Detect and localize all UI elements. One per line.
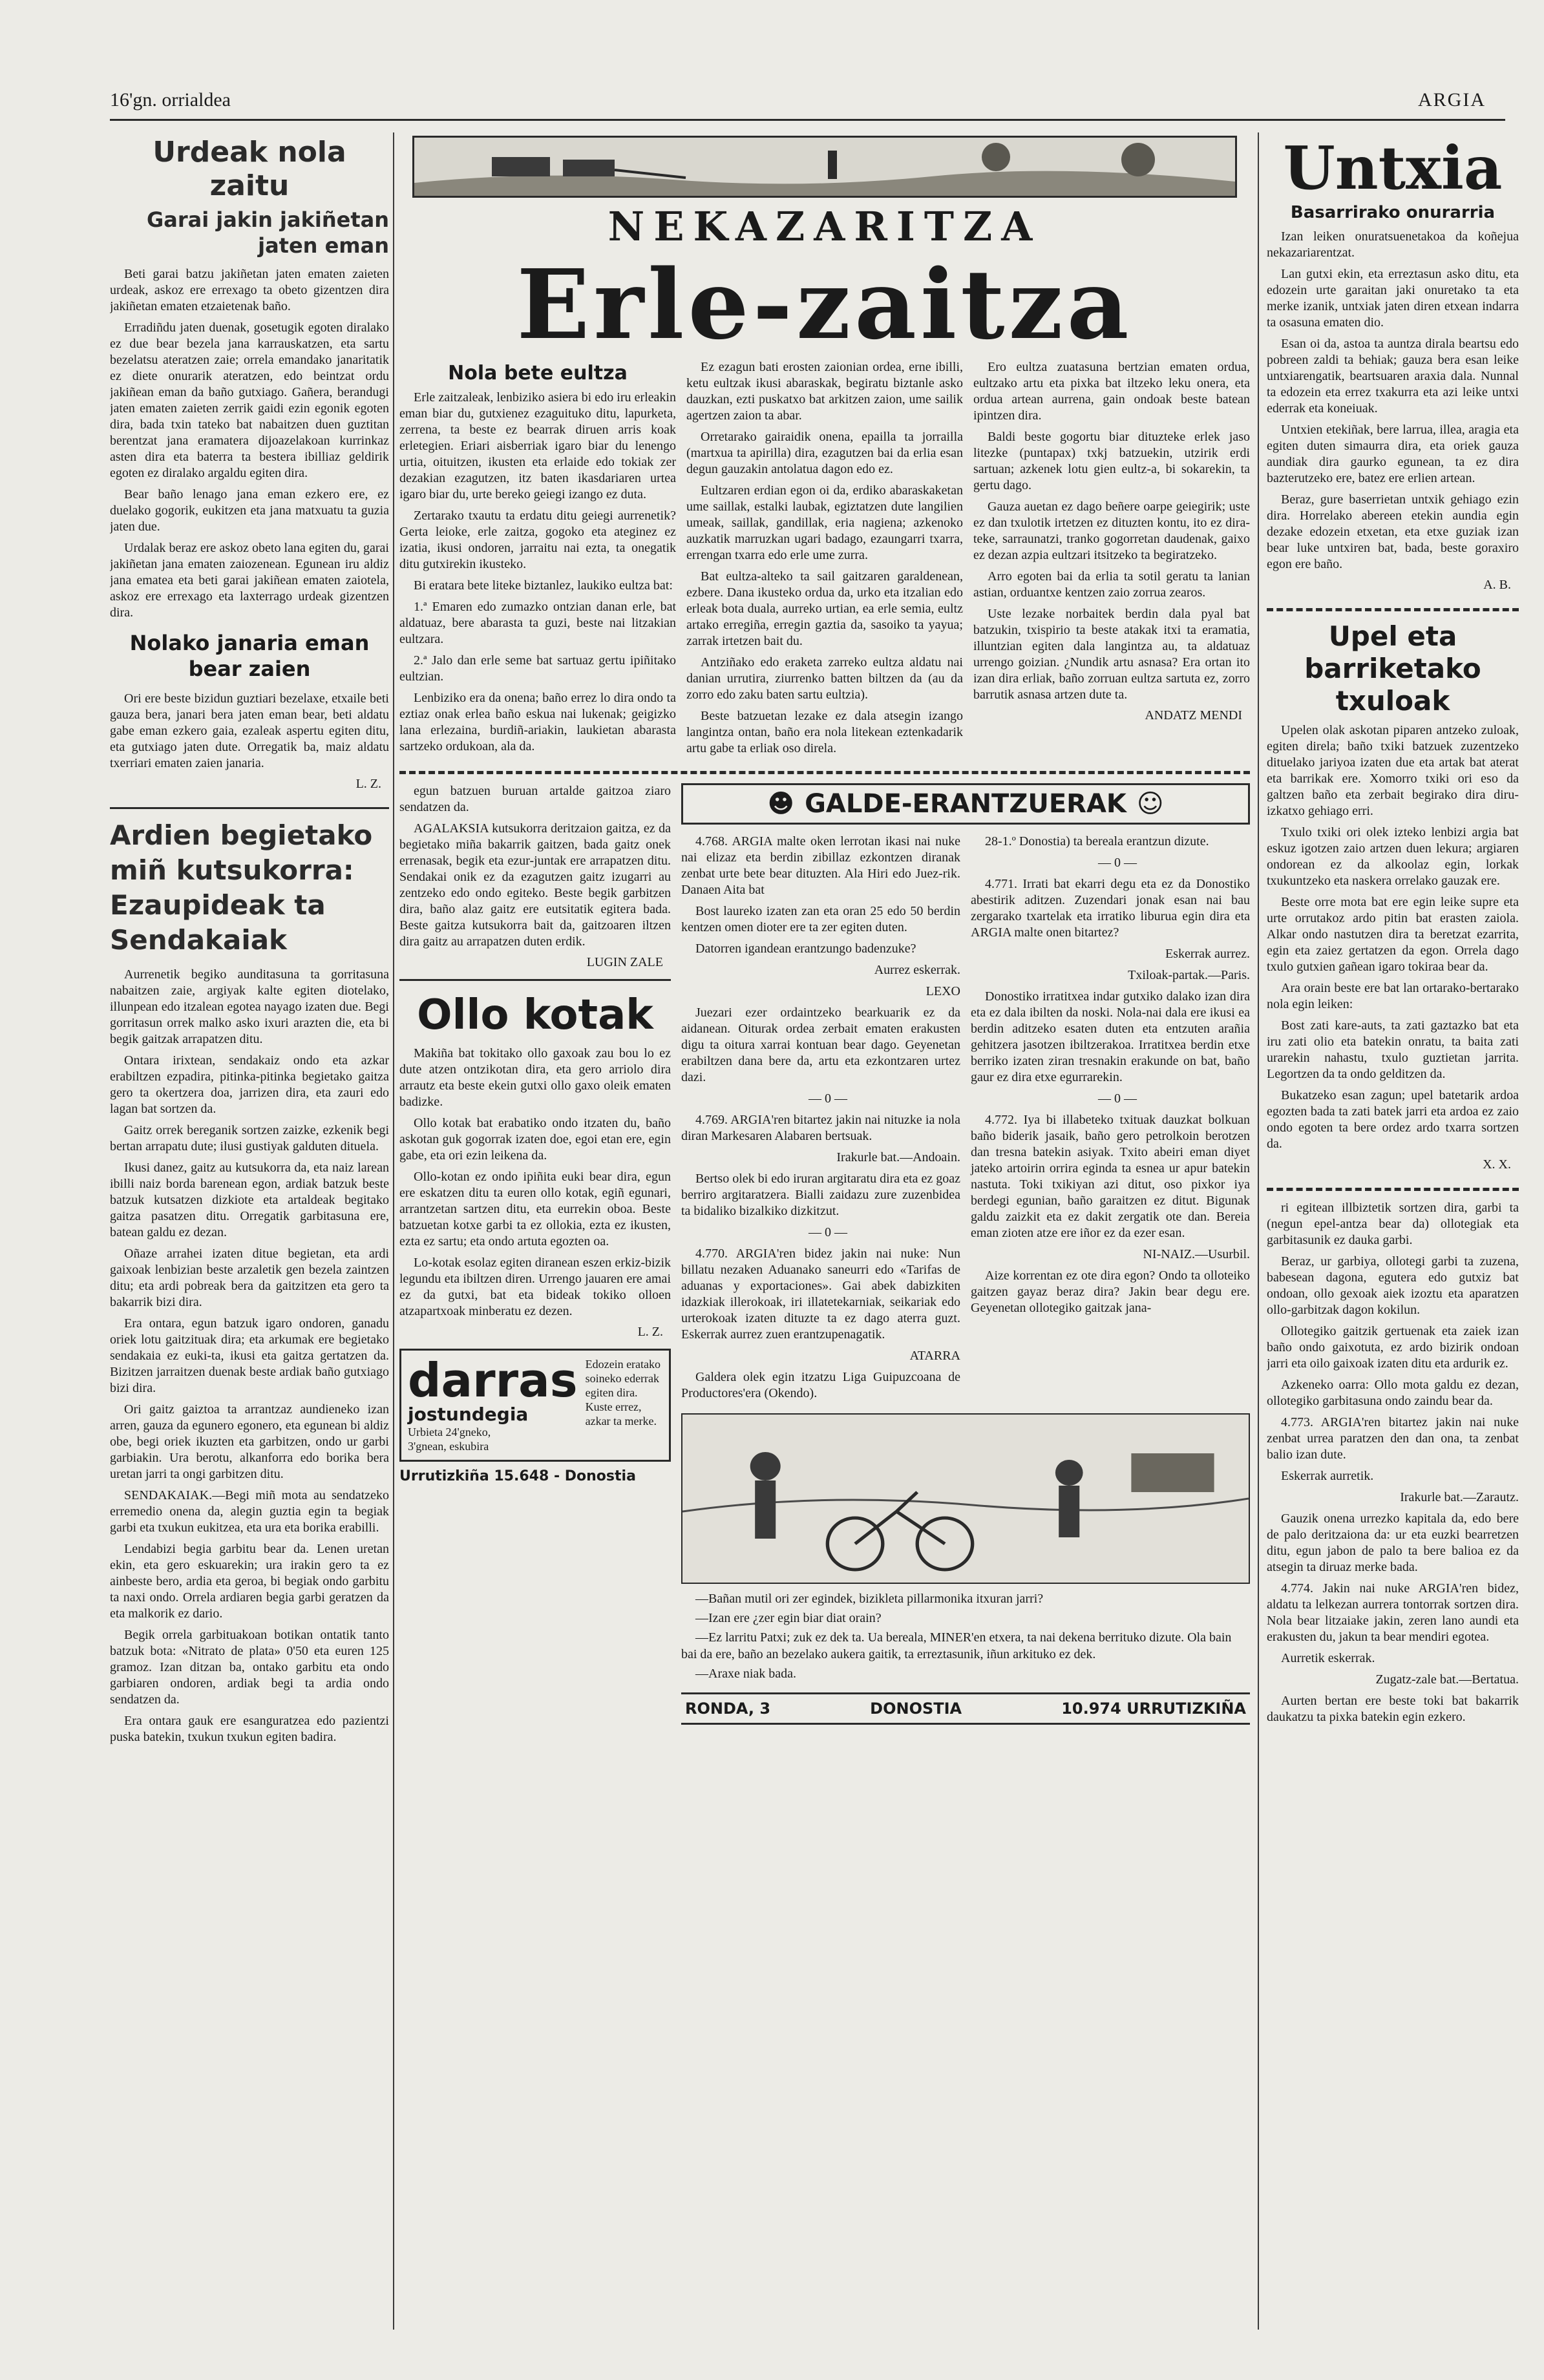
article-subheading: Nola bete eultza: [448, 362, 628, 384]
lower-center: [399, 783, 1250, 1725]
paragraph: Bat eultza-alteko ta sail gaitzaren garaldenean, ezbere. Dana ikusteko ordua da, urko eta itzalian edo erleak bota duala, aurreko urtian, ea erle semia, eultz artako erregiña, erregin gaztia da, sasoiko ta yayua; zarrak irtetzen bait du.: [686, 569, 963, 648]
paragraph: Beti garai batzu jakiñetan jaten ematen zaieten urdeak, askoz ere errexago ta obeto gizentzen dira jakiñetan ematen etzaietenak baño.: [110, 267, 389, 313]
paragraph: Aurten bertan ere beste toki bat bakarrik daukatzu ta pixka batekin egin ezkero.: [1267, 1694, 1519, 1724]
paragraph: ATARRA: [909, 1349, 960, 1363]
paragraph: Aurretik eskerrak.: [1281, 1651, 1375, 1665]
paragraph: Uste lezake norbaitek berdin dala pyal bat batzukin, txispirio ta beste atakak itxi ta eramatia, illuntzian egiten dala langintza au, ta aldatuaz urrengo goizian. ¿Nundik artu asnasa? Era ortan ito izan dira erliak, baño zorruan eultza sartuta ez, zorro barrutik asnasa artzen dute ta.: [973, 607, 1250, 702]
author-signature: L. Z.: [637, 1325, 663, 1339]
paragraph: Juezari ezer ordaintzeko bearkuarik ez da aidanean. Oiturak ordea zerbait ematen erakusten digu ta oitura xarrai kontuan bear dago. Geyenetan erabiltzen dana bere da, artu eta ezkontzaren urtez dazi.: [681, 1006, 960, 1084]
section-kicker: NEKAZARITZA: [608, 203, 1042, 250]
paragraph: Esan oi da, astoa ta auntza dirala beartsu edo pobreen zaldi ta behiak; gauza bera esan leike untxiarengatik, beartsuaren araxia dala. Nunnal ta edozein eta errez txakurra eta azi leike untxi ederrak eta koneiuak.: [1267, 337, 1519, 416]
article-title: Urdeak nola zaitu: [153, 136, 346, 202]
paragraph: 2.ª Jalo dan erle seme bat sartuaz gertu ipiñitako eultzian.: [399, 653, 676, 684]
paragraph: Zugatz-zale bat.—Bertatua.: [1375, 1672, 1519, 1687]
paragraph: ri egitean illbiztetik sortzen dira, garbi ta (negun epel-antza bear da) ollotegiak eta garbitasunik ez dauka garbi.: [1267, 1201, 1519, 1247]
article-subtitle: Garai jakin jakiñetan jaten eman: [146, 207, 389, 258]
qa-column: [971, 834, 1250, 1407]
speaking-man-icon: ☻: [767, 789, 795, 819]
right-column: [1267, 136, 1519, 2359]
column-rule-left: [393, 132, 394, 2330]
paragraph: Ez ezagun bati erosten zaionian ordea, erne ibilli, ketu eultzak ikusi abaraskak, begiratu biztanle asko dauzkan, ezti puskatxo bat arkitzen zaion, ume sailik agertzen zaion ta abar.: [686, 360, 963, 423]
paragraph: 4.769. ARGIA'ren bitartez jakin nai nituzke ia nola diran Markesaren Alabaren bertsuak.: [681, 1113, 960, 1143]
paragraph: Donostiko irratitxea indar gutxiko dalako izan dira eta ez dala ibilten da noski. Nola-nai dala ere ikusi ea berdin aditzeko esaten duten eta entzuten arañia gehitzera jasotzen ibiltzerakoa. Irratitxea berdin etxe berriko izaten ziran tresnakin erakunde on bat, baño gaur ez dira etxe egurrarekin.: [971, 989, 1250, 1084]
paragraph: Bi eratara bete liteke biztanlez, laukiko eultza bat:: [414, 578, 673, 593]
divider: [1267, 1188, 1519, 1191]
paragraph: Bukatzeko esan zagun; upel batetarik ardoa egozten bada ta zati batek jarri eta ardoa ez zaio ondo egoten ta bere ordez ardo txarra sortzen da.: [1267, 1088, 1519, 1151]
paragraph: Beraz, ur garbiya, ollotegi garbi ta zuzena, babesean dagona, egutera edo gutxiz bat ondoan, ollo gexoak aiek izoztu eta aparatzen ollo-garbitzak dagon kokilun.: [1267, 1254, 1519, 1317]
paragraph: Ollotegiko gaitzik gertuenak eta zaiek izan baño ondo gaixotuta, ez ardo bizirik ondoan jarri eta oilo gaixoak izaten ditu eta ardurik ez.: [1267, 1324, 1519, 1371]
paragraph: 4.768. ARGIA malte oken lerrotan ikasi nai nuke nai elizaz eta berdin zibillaz ezkontzen diranak zenbat urte bete bear dituzten. Ala Hiri edo Juez-rik. Danaen Aita bat: [681, 834, 960, 897]
listening-man-icon: ☺: [1136, 789, 1164, 819]
paragraph: Ontara irixtean, sendakaiz ondo eta azkar erabiltzen ezpadira, pitinka-pitinka begietako gaitza gero ta okertzera doa, jarrizen dira, eta zauri edo lagan bat sortzen da.: [110, 1053, 389, 1116]
paragraph: Urdalak beraz ere askoz obeto lana egiten du, garai jakiñetan jana ematen zaiozenean. Egunean iru aldiz jana ematea eta beti garai jakiñean ematen zaiotela, askoz ere errexago eta laxterrago urdeak gizentzen dira.: [110, 541, 389, 620]
paragraph: Gaitz orrek bereganik sortzen zaizke, ezkenik begi bertan arrapatu dute; ilusi gustiyak galduten dituela.: [110, 1123, 389, 1153]
publication-name: ARGIA: [1418, 89, 1486, 111]
paragraph: Lendabizi begia garbitu bear da. Lenen uretan ekin, eta gero eskuarekin; ura irakin gero ta ez ainbeste bero, ardia eta geroa, bi begiak ondo garbitu ta naxi ondo. Orrela ardiaren begia garbi geratzen da eta malkorik ez dario.: [110, 1542, 389, 1621]
paragraph: Eskerrak aurretik.: [1281, 1469, 1374, 1483]
article-urdeak: [110, 136, 389, 792]
paragraph: LEXO: [925, 984, 960, 998]
author-signature: LUGIN ZALE: [586, 955, 663, 969]
paragraph: Beraz, gure baserrietan untxik gehiago ezin dira. Horrelako abereen etekin aundia egin dezake edozein etxetan, eta etxe guziak izan bear luke untxiren bat, bada, beste goraxiro egon ere baño.: [1267, 492, 1519, 571]
ad-address-line: Urbieta 24'gneko,: [408, 1426, 491, 1438]
paragraph: — 0 —: [809, 1225, 847, 1239]
paragraph: 4.770. ARGIA'ren bidez jakin nai nuke: Nun billatu nezaken Aduanako saneurri edo «Tarifas de aduanas y exportaciones». Gai abek dabizkiten idazkiak illerokoak, iri illatetekarniak, seikariak edo urterokoak izaten dituzte ta ez dago aterra guzt. Eskerrak aurrez zuen erantzupenagatik.: [681, 1247, 960, 1342]
paragraph: Txulo txiki ori olek izteko lenbizi argia bat eskuz igotzen zaio artzen duen lekura; argiaren ondorean ez da alkoolaz egin, lorkak txukuntzeko eta naskera orrelako gauzak ere.: [1267, 825, 1519, 888]
paragraph: Galdera olek egin itzatzu Liga Guipuzcoana de Productores'era (Okendo).: [681, 1370, 960, 1400]
paragraph: Ara orain beste ere bat lan ortarako-bertarako nola egin leiken:: [1267, 981, 1519, 1011]
paragraph: AGALAKSIA kutsukorra deritzaion gaitza, ez da begietako miña bakarrik gaitzen, bada gaitz onek errenasak, begik eta ezur-juntak ere arrapatzen ditu. Sendakai onik ez da ezagutzen gaitz izugarri au zentzeko edo ondo egiteko. Beste begik garbitzen dira, baño alaz gaitz ere eutsitatik egitera bada. Beste gaitza kutsukorra bait da, gaitzoaren iltzen dira gaitz au arrapatzen duten erdik.: [399, 821, 671, 949]
paragraph: Erradiñdu jaten duenak, gosetugik egoten diralako ez due bear bezela jana karrauskatzen, eta sartu bezelatsu ateratzen zaie; orrela emandako janaritatik ez diete onurarik ateratzen, edo beintzat ordu jakiñean eman da baño gutxiago. Gañera, berandugi jaten ematen zaieten zerrik gaidi ezin egonik egoten dira, bada txin tateko bat nabaitzen duen guztitan berentzat jana eramatera dijoazelakoan kurrinkaz asten dira eta baterra ta bestera ibilliaz geldirik egoten ez diralako argaldu egiten dira.: [110, 321, 389, 480]
lower-left-column: [399, 783, 671, 1725]
paragraph: Lan gutxi ekin, eta erreztasun asko ditu, eta edozein urte garaitan jaki onuretako ta eta merke izanik, untxiak jaten diren etxean indarra ta osasuna ematen dio.: [1267, 267, 1519, 330]
article-title: Ollo kotak: [417, 991, 653, 1039]
cartoon-caption: —Izan ere ¿zer egin biar diat orain?: [695, 1611, 882, 1625]
paragraph: Beste batzuetan lezake ez dala atsegin izango langintza ontan, baño era nola litekean eztenkadarik artu gabe ta erliak oso direla.: [686, 709, 963, 755]
qa-columns: [681, 834, 1250, 1407]
paragraph: Txiloak-partak.—Paris.: [1128, 968, 1250, 982]
paragraph: Eskerrak aurrez.: [1165, 947, 1250, 961]
cartoon-caption: —Bañan mutil ori zer egindek, bizikleta pillarmonika itxuran jarri?: [695, 1592, 1044, 1606]
paragraph: Gauza auetan ez dago beñere oarpe geiegirik; uste ez dan txulotik irtetzen ez dituzten kontu, ito ez dira-teke, sarraunatzi, tranko gogorretan daudenak, gaixo ez dezan azpia eultzari itsitzeko ta begiratzeko.: [973, 500, 1250, 562]
text-column: [686, 359, 963, 762]
paragraph: Datorren igandean erantzungo badenzuke?: [695, 942, 916, 956]
paragraph: Aurrenetik begiko aunditasuna ta gorritasuna nabaitzen zaie, argiyak kalte egiten diotelako, illunpean edo itzalean egotea nayago izaten due. Begi gorritasun orrek malko asko ixuri arazten die, eta bi begik gaitzak arrapatzen ditu.: [110, 967, 389, 1046]
center-spread: [399, 136, 1250, 2359]
paragraph: 1.ª Emaren edo zumazko ontzian danan erle, bat aldatuaz, bere abarasta ta guzi, beste nai litzakian eultzara.: [399, 600, 676, 646]
author-signature: L. Z.: [355, 777, 381, 791]
paragraph: Bertso olek bi edo iruran argitaratu dira eta ez goaz berriro argitaratzera. Bialli zaidazu zure zuzenbidea ta bidaliko bizalkiko dizkitzut.: [681, 1172, 961, 1218]
paragraph: Zertarako txautu ta erdatu ditu geiegi aurrenetik? Gerta leioke, erle zaitza, gogoko eta ateginez ez izatia, ikusi ondoren, jarraitu nai ezta, ta onegatik ditu gutxirekin ikusteko.: [399, 509, 676, 571]
ad-address: RONDA, 3: [685, 1700, 771, 1718]
paragraph: egun batzuen buruan artalde gaitzoa ziaro sendatzen da.: [399, 784, 671, 814]
text-column: [399, 359, 676, 762]
divider: [1267, 608, 1519, 611]
galde-erantzuerak-section: [681, 783, 1250, 1725]
qa-title: GALDE-ERANTZUERAK: [805, 789, 1126, 819]
text-column: [973, 359, 1250, 762]
paragraph: Ori gaitz gaiztoa ta arrantzaz aundieneko izan arren, gauza da egunero egonero, eta egunean bi aldiz obe, begi oriek ikuzten eta garbitzen, ondo ur garbi garbiakin. Ura berotu, alkanforra edo borika bera uretan jarri ta ongi garbitzen ditu.: [110, 1402, 389, 1481]
author-signature: X. X.: [1483, 1157, 1511, 1172]
paragraph: Baldi beste gogortu biar dituzteke erlek jaso litezke (puntapax) txkj batzuekin, utzirik erdi sartuan; azkenek lotu gien eultz-a, bi sokarekin, ta gertu dago.: [973, 430, 1250, 492]
paragraph: Ero eultza zuatasuna bertzian ematen ordua, eultzako artu eta pixka bat iltzeko leku onera, eta ordua artean aurrena, gain ondoak beste batean ipintzen dira.: [973, 360, 1250, 423]
paragraph: Upelen olak askotan piparen antzeko zuloak, egiten direla; baño txiki batzuek zuzentzeko dituelako jariyoa izaten due eta artak bat aterat eta barrikak ere. Xomorro txiki ori eso da galtzen baño eta zerbait begirako dira diru-izkatxo gehiago erri.: [1267, 723, 1519, 818]
paragraph: Lo-kotak esolaz egiten diranean eszen erkiz-bizik legundu eta ibiltzen diren. Urrengo jauaren ere amai ez da gutxi, bat eta bideak tokiko olloen atzapartxoak minberatu ez dezen.: [399, 1256, 671, 1318]
paragraph: Ori ere beste bizidun guztiari bezelaxe, etxaile beti gauza bera, janari bera jaten eman bear, beti aldatu gabe eman ezkero gaia, ezaleak aspertu egiten ditu, eta gutxiago jaten dute. Orregatik ba, maiz aldatu txerriari ematen zaien janaria.: [110, 691, 389, 770]
ad-phone: Urrutizkiña 15.648 - Donostia: [399, 1468, 636, 1484]
advertisement-tailor: [399, 1349, 671, 1462]
page-header: [110, 85, 1505, 121]
paragraph: Lenbiziko era da onena; baño errez lo dira ondo ta eztiaz onak erlea baño eskua nai lukenak; geigizko lana erlezaina, burdiñ-ariakin, laukietan abarasta sartzeko ordukoan, ala da.: [399, 691, 676, 753]
main-headline: Erle-zaitza: [516, 248, 1133, 361]
qa-column: [681, 834, 960, 1407]
paragraph: SENDAKAIAK.—Begi miñ mota au sendatzeko erremedio onena da, alegin guztia egin ta begiak garbi eta txukun eukitzea, eta ura eta borika erabilli.: [110, 1488, 389, 1535]
ad-brand: darras: [408, 1353, 578, 1407]
column-rule-right: [1258, 132, 1259, 2330]
paragraph: Gauzik onena urrezko kapitala da, edo bere de palo deritzaiona da: ur eta euzki bearretzen ditu, egun jabon de palo ta bere balioa ez da atsegin ta diruaz merke bada.: [1267, 1511, 1519, 1574]
paragraph: Bost laureko izaten zan eta oran 25 edo 50 berdin kentzen omen dioter ere ta zer egiten duten.: [681, 904, 960, 934]
ad-footer: [681, 1692, 1250, 1725]
divider: [399, 979, 671, 981]
paragraph: Ollo kotak bat erabatiko ondo itzaten du, baño askotan guk gogorrak izaten doe, egoi etan ere, egin gabe, eta ori ezin leikena da.: [399, 1116, 671, 1163]
qa-heading: [681, 783, 1250, 825]
paragraph: 28-1.º Donostia) ta bereala erantzun dizute.: [985, 834, 1209, 848]
author-signature: A. B.: [1483, 578, 1511, 592]
paragraph: 4.771. Irrati bat ekarri degu eta ez da Donostiko abestirik aditzen. Zuzendari jonak esan nai bau zergarako txartelak eta irratiko liburua egin dira eta ARGIA malte onen bitartez?: [971, 877, 1250, 940]
paragraph: Ikusi danez, gaitz au kutsukorra da, eta naiz larean ibilli naiz borda barenean egon, ardiak batzuk beste batzuk kutsatzen dizkiote eta artaldeak begitako gaitza pasatzen ditu. Orregatik garbitasuna ere, batean galdu ez dezan.: [110, 1161, 389, 1239]
article-subtitle: Basarrirako onurarria: [1290, 203, 1496, 222]
paragraph: Bear baño lenago jana eman ezkero ere, ez duelako gogorik, eukitzen eta jana matxuatu ta guzia jaten due.: [110, 487, 389, 534]
article-title: Untxia: [1283, 136, 1503, 203]
page-number: 16'gn. orrialdea: [110, 89, 231, 111]
ad-city: DONOSTIA: [870, 1700, 962, 1718]
paragraph: NI-NAIZ.—Usurbil.: [1143, 1247, 1250, 1261]
ad-description: Edozein eratako soineko ederrak egiten dira. Kuste errez, azkar ta merke.: [585, 1358, 661, 1427]
paragraph: 4.772. Iya bi illabeteko txituak dauzkat bolkuan baño biderik jasaik, baño gero petrolkoin berotzen dan tresna batekin asiyak. Txito abeiri eman diyet jateko artoirin orrira eginda ta esnea ur apur batekin nastuta. Toki txikiyan azi ditut, oso pixkor iya berdegi egunian, baño garaitzen ez ditut. Bigunak galdu zaizkit eta ez dakit zergatik ote dan. Bereia eman zioten atze ere iñor ez da ezer esan.: [971, 1113, 1250, 1240]
paragraph: Izan leiken onuratsuenetakoa da koñejua nekazariarentzat.: [1267, 229, 1519, 260]
paragraph: Aurrez eskerrak.: [874, 963, 960, 977]
paragraph: Orretarako gairaidik onena, epailla ta jorrailla (martxua ta apirilla) dira, ezagutzen bai da erlia esan degun gauzakin antolatua dagon edo ez.: [686, 430, 963, 476]
article-upel: [1267, 620, 1519, 1172]
article-title: Upel eta barriketako txuloak: [1304, 620, 1481, 717]
left-column: [110, 136, 389, 2359]
ad-phone: 10.974 URRUTIZKIÑA: [1061, 1700, 1246, 1718]
paragraph: Untxien etekiñak, bere larrua, illea, aragia eta egiten duten simaurra dira, eta oriek gauza aundiak dira gaurko egunean, ta ez dira bazterutzeko ere, batez ere erlien artean.: [1267, 423, 1519, 485]
paragraph: Begik orrela garbituakoan botikan ontatik tanto batzuk bota: «Nitrato de plata» 0'50 eta euren 125 gramoz. Izan ditzan ba, ontako garbitu eta ondo garbiaren ondoren, ardiak begi ta ardia ondo sendatzen da.: [110, 1628, 389, 1707]
paragraph: 4.774. Jakin nai nuke ARGIA'ren bidez, aldatu ta lelkezan aurrera tontorrak sortzen dira. Nola bear litzaiake jakin, zeren lano aundi eta erakusten du, jakun ta bear mendiri egotea.: [1267, 1581, 1519, 1644]
paragraph: Era ontara, egun batzuk igaro ondoren, ganadu oriek lotu gaitzituak dira; eta arkumak ere begietako sendakaia ez euki-ta, ikusi eta gaitza gertatzen da. Bizitzen jarraitzen duenak beste ardiak baño gutxiago bizi dira.: [110, 1316, 389, 1395]
paragraph: Arro egoten bai da erlia ta sotil geratu ta lanian astian, orduantxe kentzen zaio zorrua zearos.: [973, 569, 1250, 600]
cartoon-caption: —Ez larritu Patxi; zuk ez dek ta. Ua bereala, MINER'en etxera, ta nai dekena berrituko dizute. Ola bain bai da ere, baño an bezelako aukera gaitik, ta erreztasunik, iñun arkituko ez dek.: [681, 1630, 1232, 1661]
section-subheading: Nolako janaria eman bear zaien: [129, 631, 370, 681]
paragraph: Antziñako edo eraketa zarreko eultza aldatu nai danian urrutira, ziurrenko batten biltzen da (au da zorro edo zaku baten sartu eultzia).: [686, 655, 963, 702]
article-untxia: [1267, 136, 1519, 593]
paragraph: Oñaze arrahei izaten ditue begietan, eta ardi gaixoak lenbizian beste arzaletik gen bezela zaintzen ditu; eta ardi pobreak bera da gaitzitzen eta gero ta bakarrik bizi dira.: [110, 1247, 389, 1309]
paragraph: Irakurle bat.—Andoain.: [836, 1150, 960, 1164]
erle-zaitza-columns: [399, 359, 1250, 762]
qa-continuation: [1267, 1200, 1519, 1725]
paragraph: 4.773. ARGIA'ren bitartez jakin nai nuke zenbat urrea paratzen den dan ona, ta zenbat balio izan dute.: [1267, 1415, 1519, 1462]
paragraph: — 0 —: [1098, 1091, 1137, 1106]
article-ardien: [110, 818, 389, 1745]
paragraph: Bost zati kare-auts, ta zati gaztazko bat eta iru zati olio eta batekin onratu, ta baita zati urarekin nahastu, txulo guztietan jarrita. Legortzen da ta ondo gelditzen da.: [1267, 1018, 1519, 1081]
paragraph: Aize korrentan ez ote dira egon? Ondo ta olloteiko gaitzen gayaz beraz dira? Jakin bear degu ere. Geyenetan ollotegiko gaitzak jana-: [971, 1269, 1250, 1315]
paragraph: — 0 —: [809, 1091, 847, 1106]
paragraph: Erle zaitzaleak, lenbiziko asiera bi edo iru erleakin eman biar du, gutxienez ezaguituko ditu, lapurketa, zerrena, ta beste ez bearrak diruen arris koak erletegien. Eriari aisberriak igaro biar du lenengo urtia, oituitzen, ikusten eta erlaide edo tokiak zer dezakian ezagutzen, itz baten ikasdariaren urtea igaro biar du, urte bereko geiegi izango ez duta.: [399, 390, 676, 501]
cartoon-drawing: [682, 1415, 1249, 1583]
bicycle-cartoon-illustration: [681, 1413, 1250, 1584]
paragraph: — 0 —: [1098, 856, 1137, 870]
paragraph: Beste orre mota bat ere egin leike supre eta urte orrutakoz ardo pitin bat erasten zaiola. Alkar ondo nastutzen dira ta beretzat ezarrita, egin eta zaiez gertatzen da egon. Orrela dago txulo gutxien gañean igaro tokiraa bear da.: [1267, 895, 1519, 974]
ad-address-line: 3'gnean, eskubira: [408, 1440, 489, 1453]
paragraph: Irakurle bat.—Zarautz.: [1400, 1490, 1519, 1504]
paragraph: Eultzaren erdian egon oi da, erdiko abaraskaketan ume saillak, estalki laubak, egiztatzen dute langilien umeak, saillak, gandillak, eria nagiena; azkenoko auzkatik marruzkan ugari badago, ezaungarri txarra, errengan txarra edo erle ume zurra.: [686, 483, 963, 562]
paragraph: Azkeneko oarra: Ollo mota galdu ez dezan, ollotegiko garbitasuna ondo zaindu bear da.: [1267, 1378, 1519, 1408]
author-signature: ANDATZ MENDI: [1145, 708, 1242, 722]
farm-illustration-banner: [412, 136, 1237, 198]
paragraph: Ollo-kotan ez ondo ipiñita euki bear dira, egun ere eskatzen ditu ta euren ollo kotak, egiñ egunari, arrantzetan sartzen ditu, eta eurrekin oboa. Beste batzuetan kotxe garbi ta ez ollokia, ezta ez ikusten, ezta ez sartu; eta ondo artuta egozten oa.: [399, 1170, 671, 1248]
cartoon-caption: —Araxe niak bada.: [695, 1667, 797, 1681]
article-title: Ardien begietako miñ kutsukorra: Ezaupideak ta Sendakaiak: [110, 819, 373, 956]
plough-scene-illustration: [414, 138, 1235, 196]
divider: [110, 807, 389, 809]
paragraph: Era ontara gauk ere esanguratzea edo pazientzi puska batekin, txukun txukun egiten badira.: [110, 1714, 389, 1744]
ad-subtitle: jostundegia: [408, 1404, 529, 1425]
paragraph: Makiña bat tokitako ollo gaxoak zau bou lo ez dute atzen ontzikotan dira, eta gero arriolo dira arrautz eta beste ekein gutxi ollo gaxo oleik ematen badizke.: [399, 1046, 671, 1109]
divider: [399, 771, 1250, 774]
